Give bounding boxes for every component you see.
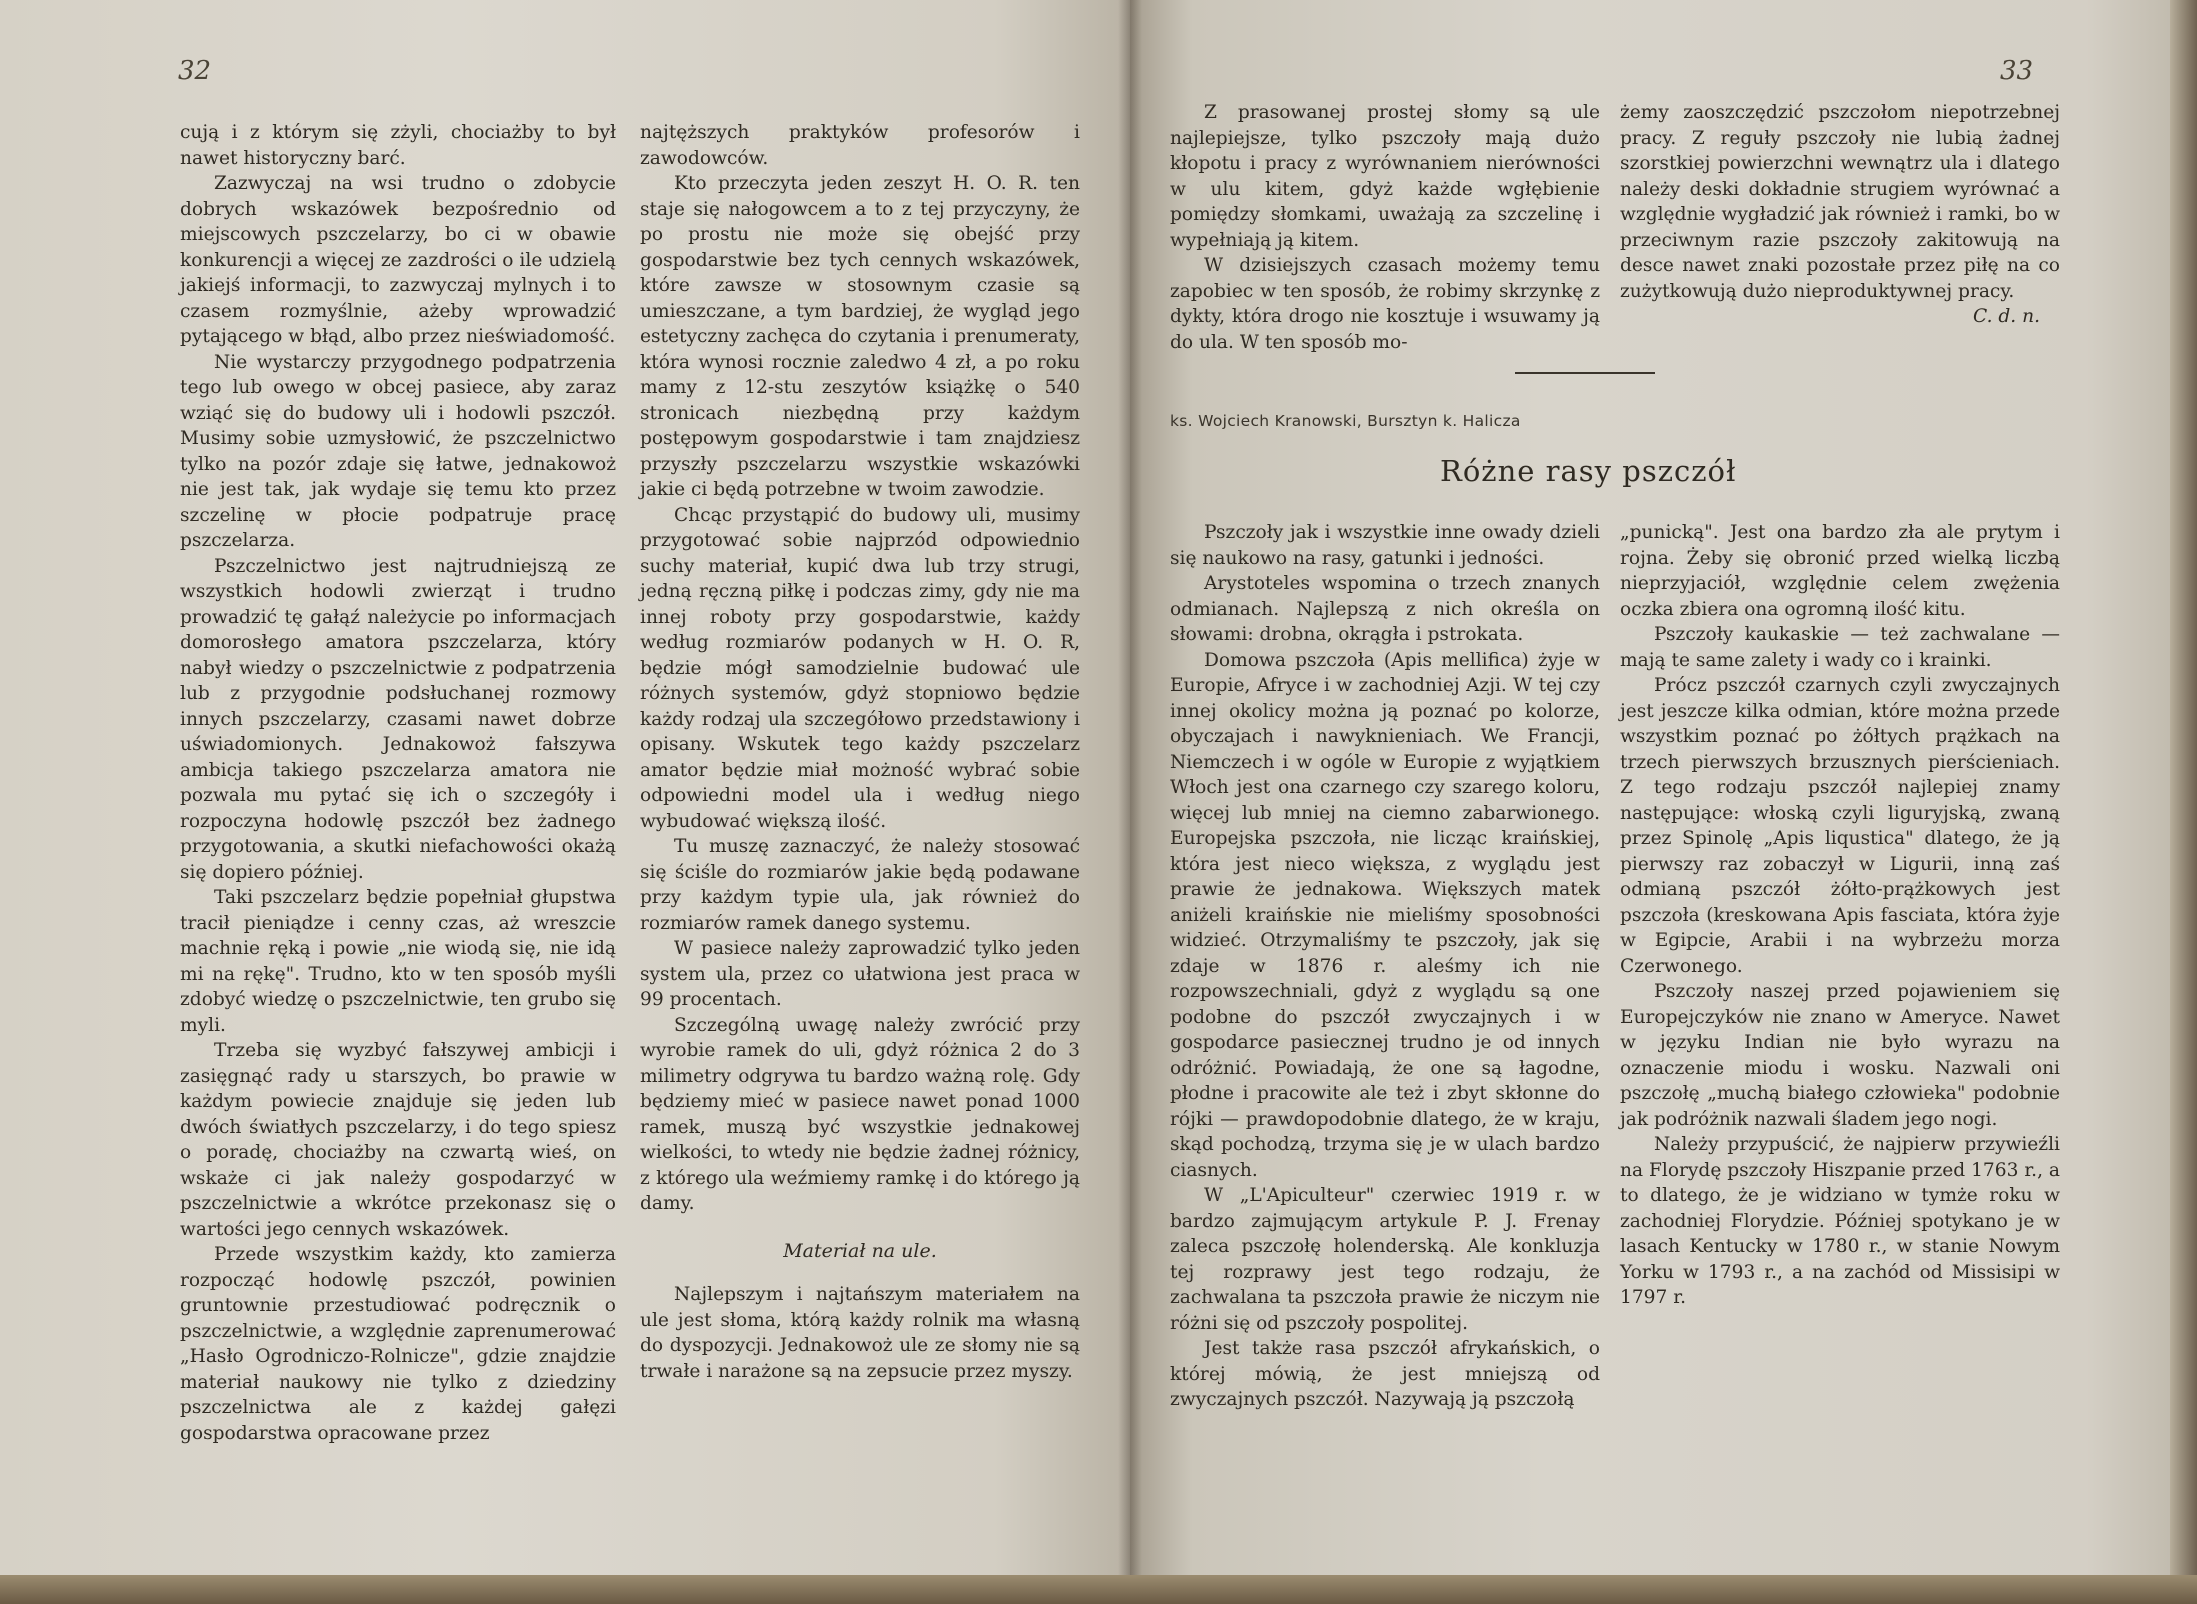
- paragraph: Przede wszystkim każdy, kto zamierza rozpocząć hodowlę pszczół, powinien gruntownie przestudiować podręcznik o pszczelnictwie, a względnie zaprenumerować „Hasło Ogrodniczo-Rolnicze", gdzie znajdzie materiał naukowy nie tylko z dziedziny pszczelnictwa ale z każdej gałęzi gospodarstwa opracowane przez: [180, 1244, 616, 1444]
- section-divider: [1515, 372, 1655, 374]
- paragraph: Pszczoły naszej przed pojawieniem się Europejczyków nie znano w Ameryce. Nawet w języku Indian nie było wyrazu na oznaczenie miodu i wosku. Nazwali oni pszczołę „muchą białego człowieka" podobnie jak podróżnik nazwali śladem jego nogi.: [1620, 981, 2060, 1130]
- page-number-right: 33: [2000, 56, 2034, 86]
- paragraph: Prócz pszczół czarnych czyli zwyczajnych jest jeszcze kilka odmian, które można przede wszystkim poznać po żółtych prążkach na trzech pierwszych brzusznych pierścieniach. Z tego rodzaju pszczół najlepiej znamy następujące: włoską czyli liguryjską, zwaną przez Spinolę „Apis liqustica" dlatego, że ją pierwszy raz zobaczył w Ligurii, inną zaś odmianą pszczół żółto-prążkowych jest pszczoła (kreskowana Apis fasciata, która żyje w Egipcie, Arabii i na wybrzeżu morza Czerwonego.: [1620, 675, 2060, 977]
- paragraph: „punicką". Jest ona bardzo zła ale prytym i rojna. Żeby się obronić przed wielką liczbą nieprzyjaciół, względnie celem zwężenia oczka zbiera ona ogromną ilość kitu.: [1620, 522, 2060, 620]
- paragraph: Arystoteles wspomina o trzech znanych odmianach. Najlepszą z nich określa on słowami: drobna, okrągła i pstrokata.: [1170, 573, 1600, 645]
- section-subheading: Materiał na ule.: [783, 1239, 937, 1262]
- right-page-column-2: [1620, 520, 2060, 1311]
- paragraph-list: [180, 120, 616, 1446]
- right-page-top-column-1: [1170, 100, 1600, 355]
- paragraph-list: [640, 1282, 1080, 1384]
- right-page: [1130, 0, 2170, 1604]
- paragraph-list: [1620, 100, 2060, 304]
- right-page-column-1: [1170, 520, 1600, 1413]
- paragraph: Należy przypuścić, że najpierw przywieźli na Florydę pszczoły Hiszpanie przed 1763 r., a to dlatego, że je widziano w tymże roku w zachodniej Florydzie. Później spotykano je w lasach Kentucky w 1780 r., w stanie Nowym Yorku w 1793 r., a na zachód od Missisipi w 1797 r.: [1620, 1134, 2060, 1308]
- paragraph-list: [1170, 100, 1600, 355]
- paragraph: Pszczoły jak i wszystkie inne owady dzieli się naukowo na rasy, gatunki i jedności.: [1170, 522, 1600, 569]
- page-number-left: 32: [178, 56, 212, 86]
- article-byline: ks. Wojciech Kranowski, Bursztyn k. Halicza: [1170, 412, 1521, 430]
- paragraph: Najlepszym i najtańszym materiałem na ule jest słoma, którą każdy rolnik ma własną do dyspozycji. Jednakowoż ule ze słomy nie są trwałe i narażone są na zepsucie przez myszy.: [640, 1284, 1080, 1382]
- paragraph: Tu muszę zaznaczyć, że należy stosować się ściśle do rozmiarów jakie będą podawane przy każdym typie ula, jak również do rozmiarów ramek danego systemu.: [640, 836, 1080, 934]
- paragraph: Trzeba się wyzbyć fałszywej ambicji i zasięgnąć rady u starszych, bo prawie w każdym powiecie znajduje się jeden lub dwóch światłych pszczelarzy, i do tego spiesz o poradę, chociażby na czwartą wieś, on wskaże ci jak należy gospodarzyć w pszczelnictwie a wkrótce przekonasz się o wartości jego cennych wskazówek.: [180, 1040, 616, 1240]
- paragraph: W pasiece należy zaprowadzić tylko jeden system ula, przez co ułatwiona jest praca w 99 procentach.: [640, 938, 1080, 1010]
- paragraph: Domowa pszczoła (Apis mellifica) żyje w Europie, Afryce i w zachodniej Azji. W tej czy innej okolicy można ją poznać po kolorze, obyczajach i nawyknieniach. We Francji, Niemczech i w ogóle w Europie z wyjątkiem Włoch jest ona czarnego czy szarego koloru, więcej lub mniej na ciemno zabarwionego. Europejska pszczoła, nie licząc kraińskiej, która jest nieco większa, z wyglądu jest prawie że jednakowa. Większych matek aniżeli kraińskie nie mieliśmy sposobności widzieć. Otrzymaliśmy te pszczoły, jak się zdaje w 1876 r. aleśmy ich nie rozpowszechniali, gdyż z wyglądu są one podobne do pszczół zwyczajnych i w gospodarce pasiecznej trudno je od innych odróżnić. Powiadają, że one są łagodne, płodne i pracowite ale też i zbyt skłonne do rójki — prawdopodobnie dlatego, że w kraju, skąd pochodzą, trzyma się je w ulach bardzo ciasnych.: [1170, 649, 1600, 1181]
- paragraph: cują i z którym się zżyli, chociażby to był nawet historyczny barć.: [180, 122, 616, 169]
- left-page-column-2: [640, 120, 1080, 1384]
- paragraph-list: [1170, 520, 1600, 1413]
- paragraph-list: [640, 120, 1080, 1217]
- paragraph: Pszczelnictwo jest najtrudniejszą ze wszystkich hodowli zwierząt i trudno prowadzić tę gałąź należycie po informacjach domorosłego amatora pszczelarza, który nabył wiedzy o pszczelnictwie z podpatrzenia lub z przygodnie podsłuchanej rozmowy innych pszczelarzy, czasami nawet dobrze uświadomionych. Jednakowoż fałszywa ambicja takiego pszczelarza amatora nie pozwala mu pytać się ich o szczegóły i rozpoczyna hodowlę pszczół bez żadnego przygotowania, a skutki niefachowości okażą się dopiero później.: [180, 555, 616, 883]
- page-edge-right: [2170, 0, 2197, 1604]
- right-page-top-column-2: [1620, 100, 2060, 330]
- paragraph: żemy zaoszczędzić pszczołom niepotrzebnej pracy. Z reguły pszczoły nie lubią żadnej szorstkiej powierzchni wewnątrz ula i dlatego należy deski dokładnie strugiem wyrównać a względnie wygładzić jak również i ramki, bo w przeciwnym razie pszczoły zakitowują na desce nawet znaki pozostałe przez piłę na co zużytkowują dużo nieproduktywnej pracy.: [1620, 102, 2060, 302]
- book-gutter: [1118, 0, 1142, 1604]
- paragraph: Jest także rasa pszczół afrykańskich, o której mówią, że jest mniejszą od zwyczajnych pszczół. Nazywają ją pszczołą: [1170, 1338, 1600, 1410]
- paragraph-list: [1620, 520, 2060, 1311]
- paragraph: Zazwyczaj na wsi trudno o zdobycie dobrych wskazówek bezpośrednio od miejscowych pszczelarzy, bo ci w obawie konkurencji a więcej ze zazdrości o ile udzielą jakiejś informacji, to zazwyczaj mylnych i to czasem rozmyślnie, ażeby wprowadzić pytającego w błąd, albo przez nieświadomość.: [180, 173, 616, 347]
- paragraph: Kto przeczyta jeden zeszyt H. O. R. ten staje się nałogowcem a to z tej przyczyny, że po prostu nie może się obejść przy gospodarstwie bez tych cennych wskazówek, które zawsze w stosownym czasie są umieszczane, a tym bardziej, że wygląd jego estetyczny zachęca do czytania i prenumeraty, która wynosi rocznie zaledwo 4 zł, a po roku mamy z 12-stu zeszytów książkę o 540 stronicach niezbędną przy każdym postępowym gospodarstwie i tam znajdziesz przyszły pszczelarzu wszystkie wskazówki jakie ci będą potrzebne w twoim zawodzie.: [640, 173, 1080, 500]
- paragraph: Nie wystarczy przygodnego podpatrzenia tego lub owego w obcej pasiece, aby zaraz wziąć się do budowy uli i hodowli pszczół. Musimy sobie uzmysłowić, że pszczelnictwo tylko na pozór zdaje się łatwe, jednakowoż nie jest tak, jak wydaje się temu kto przez szczelinę w płocie podpatruje pracę pszczelarza.: [180, 351, 616, 551]
- paragraph: Chcąc przystąpić do budowy uli, musimy przygotować sobie najprzód odpowiednio suchy materiał, kupić dwa lub trzy strugi, jedną ręczną piłkę i podczas zimy, gdy nie ma innej roboty przy gospodarstwie, każdy według rozmiarów podanych w H. O. R, będzie mógł samodzielnie budować ule różnych systemów, gdyż stopniowo będzie każdy rodzaj ula szczegółowo przedstawiony i opisany. Wskutek tego każdy pszczelarz amator będzie miał możność wybrać sobie odpowiedni model ula i według niego wybudować większą ilość.: [640, 504, 1080, 832]
- paragraph: Szczególną uwagę należy zwrócić przy wyrobie ramek do uli, gdyż różnica 2 do 3 milimetry odgrywa tu bardzo ważną rolę. Gdy będziemy mieć w pasiece nawet ponad 1000 ramek, muszą być wszystkie jednakowej wielkości, to wtedy nie będzie żadnej różnicy, z którego ula weźmiemy ramkę i do którego ją damy.: [640, 1014, 1080, 1214]
- left-page-column-1: [180, 120, 616, 1446]
- paragraph: Taki pszczelarz będzie popełniał głupstwa tracił pieniądze i cenny czas, aż wreszcie machnie ręką i powie „nie wiodą się, nie idą mi na rękę". Trudno, kto w ten sposób myśli zdobyć wiedzę o pszczelnictwie, ten grubo się myli.: [180, 887, 616, 1036]
- article-title: Różne rasy pszczół: [1440, 454, 1737, 488]
- page-edge-bottom: [0, 1575, 2197, 1604]
- paragraph: W „L'Apiculteur" czerwiec 1919 r. w bardzo zajmującym artykule P. J. Frenay zaleca pszczołę holenderską. Ale konkluzja tej rozprawy jest tego rodzaju, że zachwalana ta pszczoła prawie że niczym nie różni się od pszczoły pospolitej.: [1170, 1185, 1600, 1334]
- paragraph: najtęższych praktyków profesorów i zawodowców.: [640, 122, 1080, 169]
- paragraph: W dzisiejszych czasach możemy temu zapobiec w ten sposób, że robimy skrzynkę z dykty, która drogo nie kosztuje i wsuwamy ją do ula. W ten sposób mo-: [1170, 255, 1600, 353]
- paragraph: Z prasowanej prostej słomy są ule najlepiejsze, tylko pszczoły mają dużo kłopotu i pracy z wyrównaniem nierówności w ulu kitem, gdyż każde wgłębienie pomiędzy słomkami, uważają za szczelinę i wypełniają ją kitem.: [1170, 102, 1600, 251]
- paragraph: Pszczoły kaukaskie — też zachwalane — mają te same zalety i wady co i krainki.: [1620, 624, 2060, 671]
- continued-signature: C. d. n.: [1973, 306, 2040, 327]
